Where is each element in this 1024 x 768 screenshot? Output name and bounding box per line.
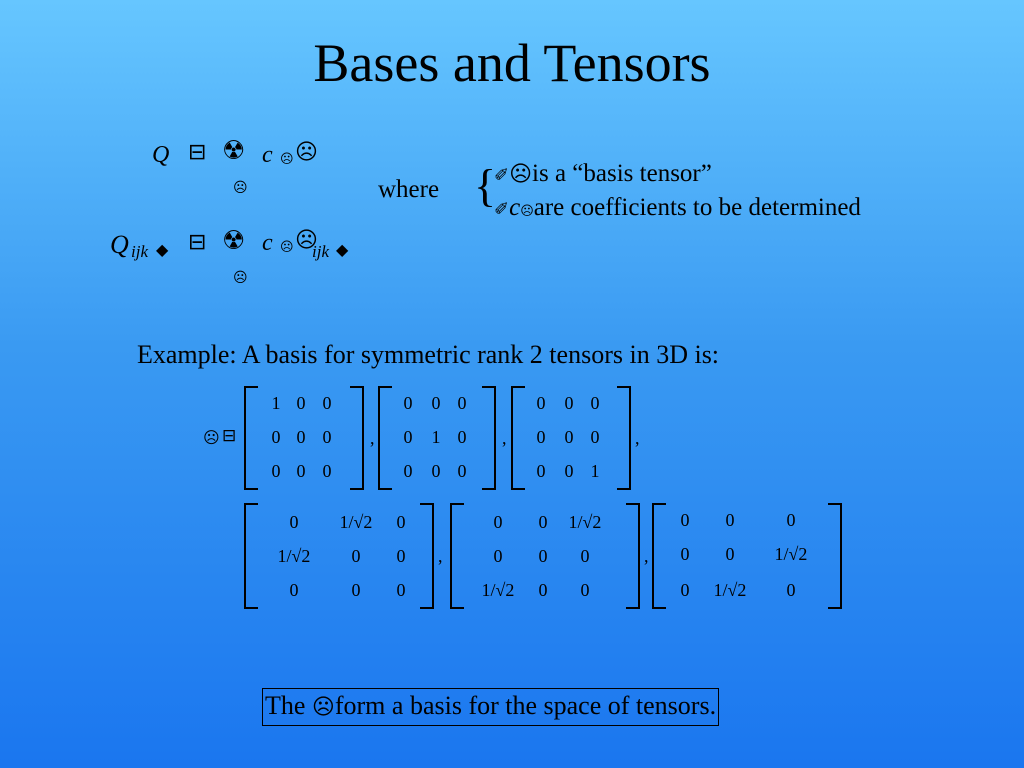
matrix-cell: 0 [580,546,590,566]
matrix-separator: , [438,546,443,566]
left-bracket [450,503,464,609]
conclusion-prefix: The [265,691,306,720]
frown-face-icon: ☹ [280,240,294,255]
frown-face-icon: ☹ [311,695,335,720]
matrix-cell: 0 [457,427,467,447]
matrix-cell: 1/√2 [774,544,808,564]
pencil-icon: ✐ [494,165,510,186]
matrix-cell: 0 [564,393,574,413]
left-bracket [652,503,666,609]
matrix-cell: 0 [322,461,332,481]
matrix-cell: 1 [590,461,600,481]
matrix-cell: 1/√2 [481,580,515,600]
diamond-icon: ◆ [156,240,169,259]
right-bracket [828,503,842,609]
matrix-cell: 1/√2 [568,512,602,532]
matrix-cell: 0 [322,393,332,413]
matrix-separator: , [502,428,507,448]
definition-coef: c [509,194,521,221]
matrix-cell: 0 [538,580,548,600]
matrix-cell: 0 [351,580,361,600]
matrix-separator: , [635,428,640,448]
matrix-cell: 0 [296,427,306,447]
matrix-cell: 0 [680,510,690,530]
diamond-icon: ◆ [336,240,349,259]
matrix-cell: 0 [564,427,574,447]
matrix-cell: 0 [396,580,406,600]
matrix-separator: , [370,428,375,448]
matrix-cell: 0 [564,461,574,481]
matrix-cell: 0 [536,427,546,447]
eq2-lhs-subscript: ijk [131,242,148,261]
radioactive-icon: ☢ [222,226,246,256]
frown-face-icon: ☹ [203,428,220,447]
matrix-cell: 0 [786,510,796,530]
definition-basis-text: is a “basis tensor” [532,160,712,187]
frown-face-icon: ☹ [520,204,534,219]
matrix-cell: 0 [590,427,600,447]
matrix-cell: 0 [431,393,441,413]
matrix-cell: 0 [536,393,546,413]
equals-box-icon: ⊟ [188,230,207,255]
where-label: where [378,176,440,203]
matrix-cell: 1 [431,427,441,447]
radioactive-icon: ☢ [222,136,246,166]
eq1-lhs: Q [152,142,170,168]
matrix-cell: 0 [680,580,690,600]
matrix-cell: 0 [322,427,332,447]
matrix-cell: 0 [296,461,306,481]
matrix-cell: 0 [457,393,467,413]
frown-face-icon: ☹ [295,140,318,165]
matrix-cell: 0 [680,544,690,564]
right-bracket [420,503,434,609]
basis-matrix-4 [244,503,434,609]
definition-coefficients-text: are coefficients to be determined [533,194,861,221]
matrix-cell: 0 [590,393,600,413]
basis-matrix-5 [450,503,640,609]
matrix-cell: 0 [580,580,590,600]
matrix-cell: 0 [538,512,548,532]
left-brace: { [474,160,497,211]
matrix-cell: 1/√2 [339,512,373,532]
pencil-icon: ✐ [494,199,510,220]
equals-box-icon: ⊟ [188,140,207,165]
matrix-cell: 0 [289,580,299,600]
basis-matrix-6 [652,503,842,609]
basis-matrix-3 [511,386,631,490]
example-text: Example: A basis for symmetric rank 2 tensors in 3D is: [137,340,720,369]
eq1-coef: c [262,142,273,168]
frown-face-icon: ☹ [233,180,248,196]
conclusion-box [262,688,719,726]
frown-face-icon: ☹ [280,152,294,167]
matrix-cell: 0 [396,512,406,532]
right-bracket [350,386,364,490]
eq2-lhs: Q [110,230,129,259]
right-bracket [482,386,496,490]
right-bracket [617,386,631,490]
matrix-cell: 0 [271,427,281,447]
frown-face-icon: ☹ [509,162,533,187]
matrix-cell: 0 [786,580,796,600]
matrix-cell: 0 [351,546,361,566]
frown-face-icon: ☹ [233,270,248,286]
equals-box-icon: ⊟ [222,426,237,446]
eq2-coef: c [262,230,273,256]
frown-face-icon: ☹ [295,228,318,253]
matrix-cell: 0 [536,461,546,481]
matrix-cell: 1/√2 [277,546,311,566]
matrix-cell: 0 [403,393,413,413]
matrix-cell: 0 [538,546,548,566]
basis-matrix-1 [244,386,364,490]
matrix-cell: 0 [457,461,467,481]
matrix-cell: 0 [493,512,503,532]
matrix-cell: 1 [271,393,281,413]
basis-matrix-2 [378,386,496,490]
matrix-cell: 0 [431,461,441,481]
right-bracket [626,503,640,609]
definition-basis [494,160,712,188]
matrix-cell: 0 [296,393,306,413]
matrix-cell: 0 [493,546,503,566]
matrix-cell: 1/√2 [713,580,747,600]
matrix-cell: 0 [725,544,735,564]
left-bracket [244,503,258,609]
matrix-cell: 0 [271,461,281,481]
matrix-cell: 0 [289,512,299,532]
definition-coefficients [494,194,861,222]
matrix-cell: 0 [725,510,735,530]
eq2-basis-subscript: ijk [312,242,329,261]
slide-title: Bases and Tensors [313,33,711,93]
matrix-cell: 0 [403,461,413,481]
conclusion-suffix: form a basis for the space of tensors. [334,691,717,720]
matrix-separator: , [644,546,649,566]
matrix-cell: 0 [403,427,413,447]
matrix-cell: 0 [396,546,406,566]
